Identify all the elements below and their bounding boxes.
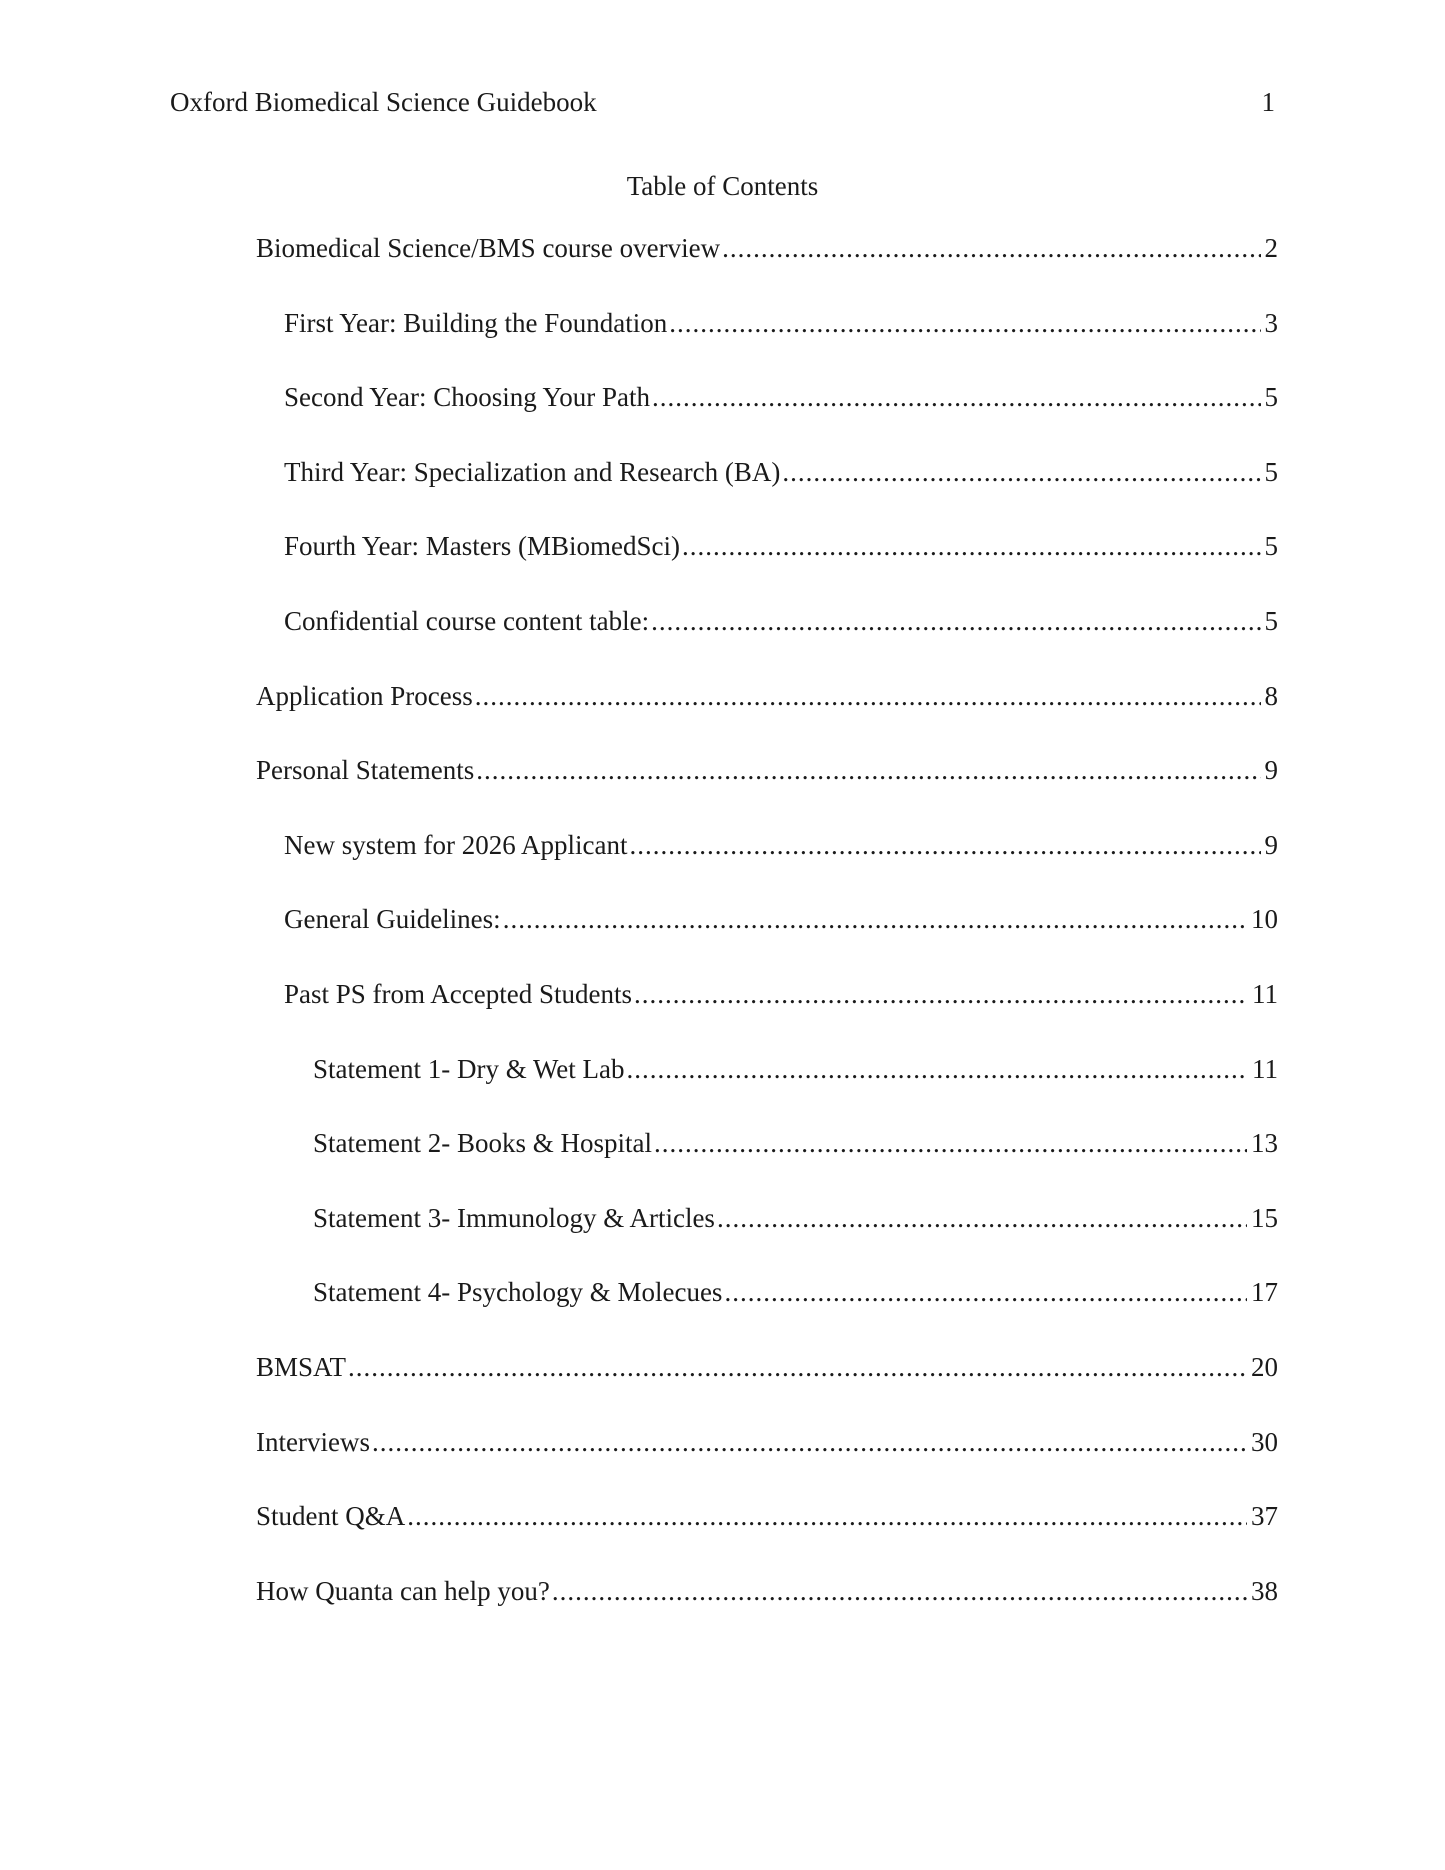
toc-entry-page: 13 [1251, 1128, 1278, 1159]
toc-entry-statement-4[interactable] [256, 1274, 1278, 1349]
toc-entry-page: 11 [1252, 978, 1278, 1009]
toc-entry-label: Past PS from Accepted Students [284, 978, 632, 1009]
toc-entry-general-guidelines[interactable] [256, 901, 1278, 976]
toc-entry-statement-3[interactable] [256, 1200, 1278, 1275]
toc-entry-bmsat[interactable] [256, 1349, 1278, 1424]
toc-entry-statement-1[interactable] [256, 1051, 1278, 1126]
toc-entry-quanta-help[interactable] [256, 1573, 1278, 1648]
toc-entry-interviews[interactable] [256, 1424, 1278, 1499]
toc-entry-statement-2[interactable] [256, 1125, 1278, 1200]
dot-leader [682, 528, 1261, 564]
dot-leader [669, 305, 1260, 341]
toc-entry-confidential-table[interactable] [256, 603, 1278, 678]
toc-entry-label: New system for 2026 Applicant [284, 829, 628, 860]
dot-leader [782, 454, 1260, 490]
toc-entry-label: How Quanta can help you? [256, 1575, 550, 1606]
toc-entry-page: 5 [1264, 456, 1278, 487]
dot-leader [372, 1424, 1247, 1460]
toc-entry-student-qa[interactable] [256, 1498, 1278, 1573]
toc-entry-label: First Year: Building the Foundation [284, 307, 668, 338]
toc-entry-page: 11 [1252, 1053, 1278, 1084]
toc-entry-page: 17 [1251, 1277, 1278, 1308]
toc-entry-personal-statements[interactable] [256, 752, 1278, 827]
toc-entry-label: Fourth Year: Masters (MBiomedSci) [284, 531, 680, 562]
dot-leader [552, 1573, 1247, 1609]
dot-leader [503, 901, 1247, 937]
table-of-contents [256, 230, 1278, 1647]
toc-entry-label: Student Q&A [256, 1501, 406, 1532]
toc-entry-label: Third Year: Specialization and Research (BA) [284, 456, 781, 487]
toc-entry-second-year[interactable] [256, 379, 1278, 454]
toc-entry-label: Statement 3- Immunology & Articles [313, 1202, 715, 1233]
toc-entry-page: 15 [1251, 1202, 1278, 1233]
dot-leader [634, 976, 1248, 1012]
dot-leader [654, 1125, 1247, 1161]
toc-entry-page: 5 [1264, 382, 1278, 413]
toc-entry-page: 8 [1264, 680, 1278, 711]
dot-leader [652, 379, 1260, 415]
dot-leader [348, 1349, 1247, 1385]
toc-entry-page: 3 [1264, 307, 1278, 338]
dot-leader [627, 1051, 1248, 1087]
toc-entry-page: 2 [1264, 233, 1278, 263]
toc-entry-label: Statement 4- Psychology & Molecues [313, 1277, 723, 1308]
toc-entry-label: Statement 1- Dry & Wet Lab [313, 1053, 625, 1084]
toc-title: Table of Contents [626, 171, 819, 201]
toc-entry-label: BMSAT [256, 1351, 347, 1382]
page-number: 1 [1261, 87, 1275, 117]
toc-entry-label: Biomedical Science/BMS course overview [256, 233, 721, 263]
dot-leader [629, 827, 1260, 863]
toc-entry-page: 5 [1264, 531, 1278, 562]
toc-entry-page: 30 [1251, 1426, 1278, 1457]
running-head: Oxford Biomedical Science Guidebook [170, 87, 597, 117]
dot-leader [717, 1200, 1247, 1236]
dot-leader [722, 230, 1260, 266]
toc-entry-application-process[interactable] [256, 678, 1278, 753]
toc-entry-label: General Guidelines: [284, 904, 501, 935]
dot-leader [476, 752, 1260, 788]
dot-leader [651, 603, 1260, 639]
toc-entry-page: 38 [1251, 1575, 1278, 1606]
toc-entry-third-year[interactable] [256, 454, 1278, 529]
toc-entry-page: 5 [1264, 605, 1278, 636]
toc-entry-course-overview[interactable] [256, 230, 1278, 305]
toc-entry-page: 20 [1251, 1351, 1278, 1382]
toc-entry-new-system[interactable] [256, 827, 1278, 902]
toc-entry-label: Personal Statements [256, 755, 475, 786]
toc-entry-fourth-year[interactable] [256, 528, 1278, 603]
toc-entry-page: 37 [1251, 1501, 1278, 1532]
toc-entry-page: 10 [1251, 904, 1278, 935]
toc-entry-label: Second Year: Choosing Your Path [284, 382, 651, 413]
toc-entry-past-ps[interactable] [256, 976, 1278, 1051]
toc-entry-first-year[interactable] [256, 305, 1278, 380]
toc-entry-page: 9 [1264, 755, 1278, 786]
toc-entry-label: Application Process [256, 680, 473, 711]
toc-entry-label: Interviews [256, 1426, 370, 1457]
dot-leader [407, 1498, 1247, 1534]
dot-leader [475, 678, 1261, 714]
toc-entry-label: Confidential course content table: [284, 605, 650, 636]
dot-leader [724, 1274, 1247, 1310]
toc-entry-page: 9 [1264, 829, 1278, 860]
toc-entry-label: Statement 2- Books & Hospital [313, 1128, 652, 1159]
